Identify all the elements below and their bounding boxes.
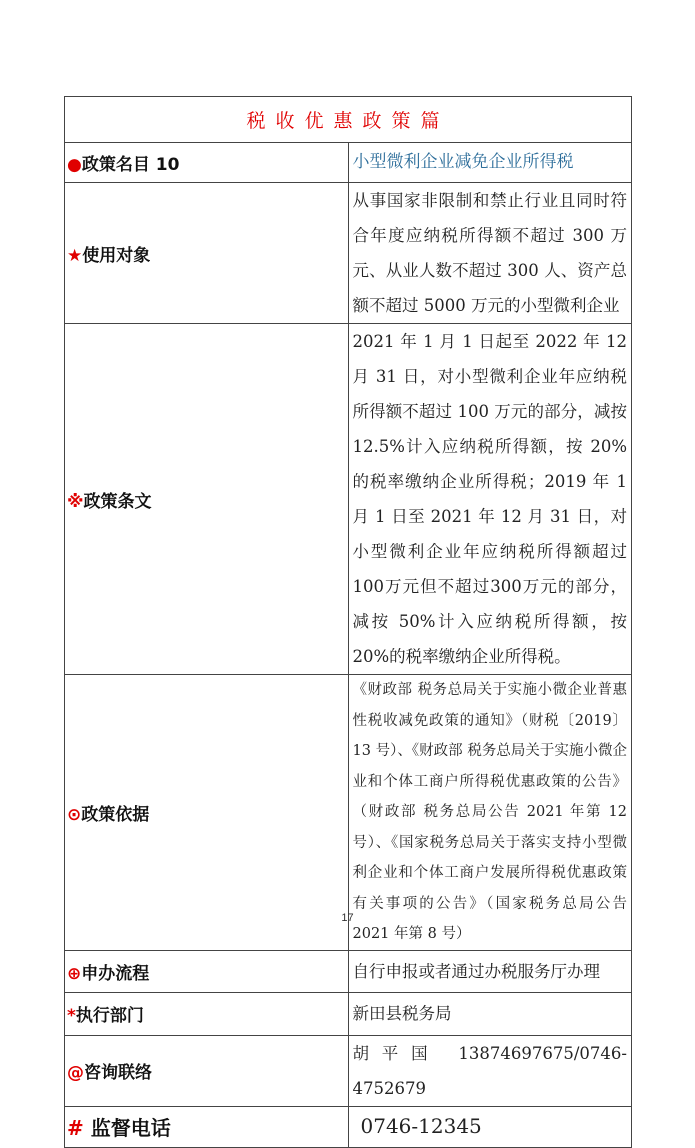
supervision-value: 0746-12345 xyxy=(348,1106,632,1147)
label-department: *执行部门 xyxy=(65,992,349,1035)
label-policy-name: ●政策名目 10 xyxy=(65,143,349,183)
basis-value: 《财政部 税务总局关于实施小微企业普惠性税收减免政策的通知》（财税〔2019〕13 号）、《财政部 税务总局关于实施小微企业和个体工商户所得税优惠政策的公告》（财政部 税务总局公告 2021 年第 12 号）、《国家税务总局关于落实支持小型微利企业和个体工商户发展所得税优惠政策有关事项的公告》（国家税务总局公告 2021 年第 8 号） xyxy=(348,675,632,951)
red-dot-icon: ● xyxy=(67,155,82,175)
star-icon: ★ xyxy=(67,245,83,266)
hash-icon: # xyxy=(67,1116,84,1140)
label-contact: @咨询联络 xyxy=(65,1035,349,1106)
section-title: 税收优惠政策篇 xyxy=(65,97,632,143)
contact-value: 胡平国 13874697675/0746-4752679 xyxy=(348,1035,632,1106)
label-target: ★使用对象 xyxy=(65,183,349,324)
policy-table xyxy=(64,96,632,1148)
asterisk-icon: * xyxy=(67,1006,76,1026)
page-number: 17 xyxy=(341,912,354,924)
label-supervision: # 监督电话 xyxy=(65,1106,349,1147)
policy-name-value: 小型微利企业减免企业所得税 xyxy=(348,143,632,183)
process-value: 自行申报或者通过办税服务厅办理 xyxy=(348,950,632,992)
at-icon: @ xyxy=(67,1063,84,1083)
label-basis: ⊙政策依据 xyxy=(65,675,349,951)
department-value: 新田县税务局 xyxy=(348,992,632,1035)
clause-value: 2021 年 1 月 1 日起至 2022 年 12 月 31 日，对小型微利企业年应纳税所得额不超过 100 万元的部分，减按 12.5%计入应纳税所得额，按 20%的税率缴纳企业所得税；2019 年 1 月 1 日至 2021 年 12 月 31 日，对小型微利企业年应纳税所得额超过100万元但不超过300万元的部分，减按 50%计入应纳税所得额，按 20%的税率缴纳企业所得税。 xyxy=(348,324,632,675)
reference-mark-icon: ※ xyxy=(67,491,84,512)
label-process: ⊕申办流程 xyxy=(65,950,349,992)
label-clause: ※政策条文 xyxy=(65,324,349,675)
circle-plus-icon: ⊕ xyxy=(67,963,82,984)
target-value: 从事国家非限制和禁止行业且同时符合年度应纳税所得额不超过 300 万元、从业人数不超过 300 人、资产总额不超过 5000 万元的小型微利企业 xyxy=(348,183,632,324)
circle-dot-icon: ⊙ xyxy=(67,804,82,825)
